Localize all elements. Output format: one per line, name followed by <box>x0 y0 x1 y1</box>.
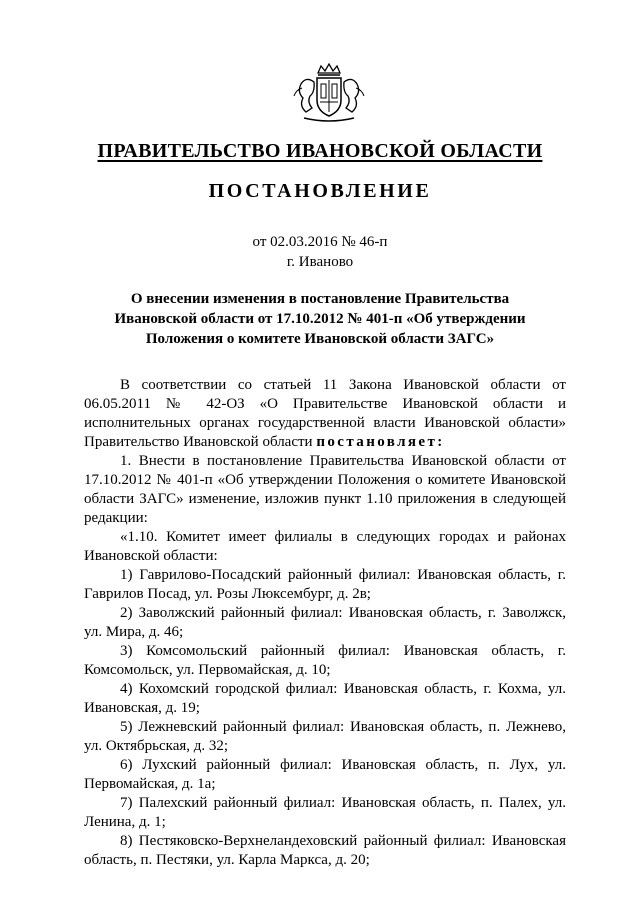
branch-item: 3) Комсомольский районный филиал: Ивановская область, г. Комсомольск, ул. Первомайская, д. 10; <box>84 643 566 678</box>
branch-item: 2) Заволжский районный филиал: Ивановская область, г. Заволжск, ул. Мира, д. 46; <box>84 605 566 640</box>
branch-item: 6) Лухский районный филиал: Ивановская область, п. Лух, ул. Первомайская, д. 1а; <box>84 757 566 792</box>
subject-line-3: Положения о комитете Ивановской области ЗАГС» <box>145 331 495 347</box>
document-meta <box>60 232 580 272</box>
branch-item: 1) Гаврилово-Посадский районный филиал: Ивановская область, г. Гаврилов Посад, ул. Розы Люксембург, д. 2в; <box>84 567 566 602</box>
branch-item: 7) Палехский районный филиал: Ивановская область, п. Палех, ул. Ленина, д. 1; <box>84 795 566 830</box>
date-number: от 02.03.2016 № 46-п <box>252 234 388 250</box>
document-body <box>84 376 566 870</box>
decree-word: постановляет: <box>316 434 445 450</box>
government-title: ПРАВИТЕЛЬСТВО ИВАНОВСКОЙ ОБЛАСТИ <box>97 140 543 162</box>
subject-line-2: Ивановской области от 17.10.2012 № 401-п «Об утверждении <box>114 311 526 327</box>
subject-line-1: О внесении изменения в постановление Правительства <box>130 291 510 307</box>
clause-intro-paragraph: «1.10. Комитет имеет филиалы в следующих городах и районах Ивановской области: <box>84 529 566 564</box>
item-1-paragraph: 1. Внести в постановление Правительства Ивановской области от 17.10.2012 № 401-п «Об утверждении Положения о комитете Ивановской области ЗАГС» изменение, изложив пункт 1.10 приложения в следующей редакции: <box>84 453 566 526</box>
branch-item: 5) Лежневский районный филиал: Ивановская область, п. Лежнево, ул. Октябрьская, д. 32; <box>84 719 566 754</box>
preamble-text: В соответствии со статьей 11 Закона Ивановской области от 06.05.2011 № 42-ОЗ «О Правительстве Ивановской области и исполнительных органах государственной власти Ивановской области» Правительство Ивановской области <box>84 377 566 450</box>
branch-item: 4) Кохомский городской филиал: Ивановская область, г. Кохма, ул. Ивановская, д. 19; <box>84 681 566 716</box>
document-type: ПОСТАНОВЛЕНИЕ <box>208 180 432 202</box>
city: г. Иваново <box>286 254 354 270</box>
branch-item: 8) Пестяковско-Верхнеландеховский районный филиал: Ивановская область, п. Пестяки, ул. Карла Маркса, д. 20; <box>84 833 566 868</box>
coat-of-arms-icon <box>288 62 370 124</box>
document-subject <box>60 289 580 349</box>
preamble-paragraph <box>84 376 566 452</box>
